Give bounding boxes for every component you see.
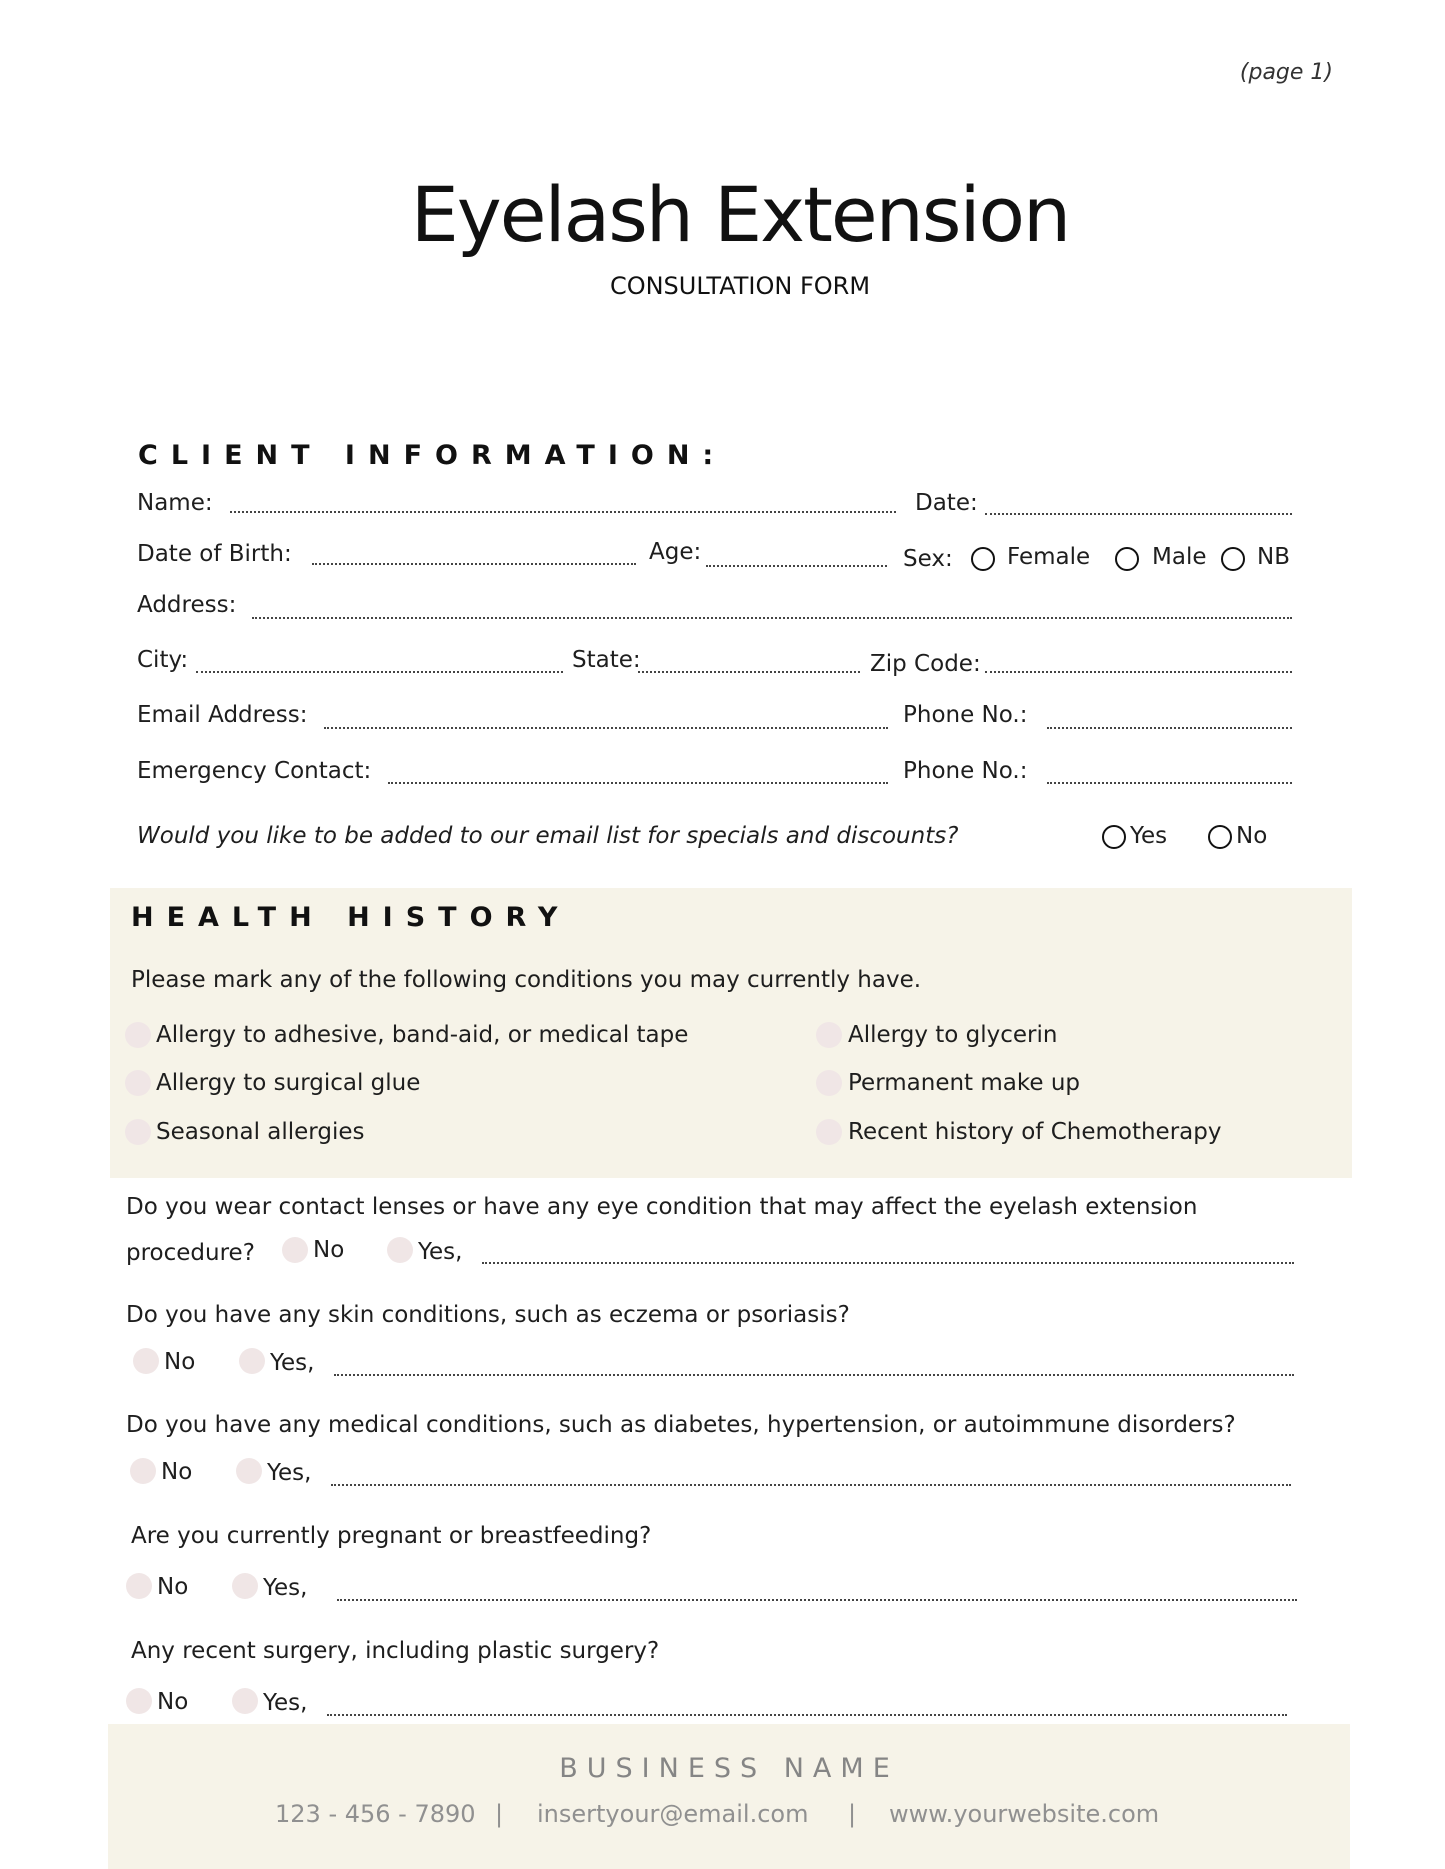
q5-yes-label: Yes, [263, 1690, 308, 1716]
q4-no-label: No [157, 1574, 189, 1600]
condition-label: Allergy to glycerin [848, 1022, 1058, 1048]
email-list-no-label: No [1236, 823, 1268, 849]
email-list-no-radio[interactable] [1208, 825, 1232, 849]
name-label: Name: [137, 490, 213, 516]
page-subtitle: CONSULTATION FORM [609, 272, 871, 300]
condition-label: Permanent make up [848, 1070, 1081, 1096]
condition-checkbox[interactable] [816, 1022, 842, 1048]
q1-no-radio[interactable] [282, 1237, 308, 1263]
date-field[interactable] [985, 513, 1292, 515]
footer-separator: | [495, 1800, 504, 1828]
address-field[interactable] [252, 617, 1292, 619]
sex-male-label: Male [1152, 544, 1207, 570]
emergency-phone-label: Phone No.: [903, 758, 1028, 784]
q4-yes-label: Yes, [263, 1575, 308, 1601]
condition-checkbox[interactable] [125, 1119, 151, 1145]
q5-details-field[interactable] [327, 1714, 1287, 1716]
question-surgery: Any recent surgery, including plastic surgery? [131, 1638, 660, 1664]
email-list-yes-radio[interactable] [1102, 825, 1126, 849]
condition-label: Allergy to adhesive, band-aid, or medical tape [156, 1022, 689, 1048]
age-label: Age: [649, 539, 702, 565]
condition-label: Recent history of Chemotherapy [848, 1119, 1222, 1145]
phone-field[interactable] [1047, 727, 1292, 729]
phone-label: Phone No.: [903, 702, 1028, 728]
question-eye-condition: Do you wear contact lenses or have any eye condition that may affect the eyelash extension [126, 1194, 1198, 1220]
state-label: State: [572, 647, 641, 673]
q2-yes-radio[interactable] [239, 1348, 265, 1374]
condition-checkbox[interactable] [125, 1070, 151, 1096]
sex-nb-radio[interactable] [1221, 547, 1245, 571]
client-info-heading: CLIENT INFORMATION: [138, 440, 727, 471]
email-list-yes-label: Yes [1130, 823, 1168, 849]
sex-label: Sex: [903, 546, 953, 572]
zip-field[interactable] [985, 671, 1292, 673]
email-list-question: Would you like to be added to our email list for specials and discounts? [137, 823, 959, 849]
age-field[interactable] [706, 565, 887, 567]
q3-yes-radio[interactable] [236, 1458, 262, 1484]
name-field[interactable] [230, 511, 896, 513]
q2-no-label: No [164, 1349, 196, 1375]
question-skin-condition: Do you have any skin conditions, such as eczema or psoriasis? [126, 1302, 850, 1328]
city-field[interactable] [196, 671, 563, 673]
dob-label: Date of Birth: [137, 541, 292, 567]
condition-checkbox[interactable] [816, 1119, 842, 1145]
health-intro: Please mark any of the following conditions you may currently have. [131, 967, 922, 993]
question-medical-condition: Do you have any medical conditions, such as diabetes, hypertension, or autoimmune disorders? [126, 1412, 1236, 1438]
condition-label: Allergy to surgical glue [156, 1070, 421, 1096]
q2-no-radio[interactable] [133, 1348, 159, 1374]
q5-yes-radio[interactable] [232, 1688, 258, 1714]
q2-yes-label: Yes, [270, 1350, 315, 1376]
sex-female-label: Female [1007, 544, 1091, 570]
footer [108, 1724, 1350, 1869]
q3-yes-label: Yes, [267, 1460, 312, 1486]
sex-male-radio[interactable] [1115, 547, 1139, 571]
emergency-phone-field[interactable] [1047, 782, 1292, 784]
footer-phone: 123 - 456 - 7890 [275, 1800, 476, 1828]
q3-details-field[interactable] [331, 1484, 1291, 1486]
page-title: Eyelash Extension [410, 170, 1070, 259]
q1-no-label: No [313, 1237, 345, 1263]
q1-yes-radio[interactable] [387, 1237, 413, 1263]
page-number: (page 1) [1239, 60, 1333, 85]
q1-details-field[interactable] [482, 1262, 1294, 1264]
q3-no-radio[interactable] [130, 1458, 156, 1484]
q4-yes-radio[interactable] [232, 1573, 258, 1599]
footer-website: www.yourwebsite.com [889, 1800, 1160, 1828]
condition-label: Seasonal allergies [156, 1119, 365, 1145]
dob-field[interactable] [312, 563, 636, 565]
question-pregnant: Are you currently pregnant or breastfeeding? [131, 1523, 652, 1549]
question-eye-condition-cont: procedure? [126, 1240, 255, 1266]
email-field[interactable] [324, 727, 888, 729]
condition-checkbox[interactable] [125, 1022, 151, 1048]
sex-nb-label: NB [1257, 544, 1290, 570]
emergency-label: Emergency Contact: [137, 758, 372, 784]
q4-details-field[interactable] [337, 1599, 1297, 1601]
footer-email: insertyour@email.com [537, 1800, 809, 1828]
email-label: Email Address: [137, 702, 308, 728]
zip-label: Zip Code: [870, 651, 981, 677]
footer-separator: | [848, 1800, 857, 1828]
business-name: BUSINESS NAME [559, 1753, 899, 1784]
health-history-heading: HEALTH HISTORY [131, 902, 571, 933]
date-label: Date: [915, 490, 978, 516]
q1-yes-label: Yes, [418, 1239, 463, 1265]
q4-no-radio[interactable] [126, 1573, 152, 1599]
q3-no-label: No [161, 1459, 193, 1485]
state-field[interactable] [638, 671, 860, 673]
sex-female-radio[interactable] [971, 547, 995, 571]
q2-details-field[interactable] [334, 1374, 1294, 1376]
city-label: City: [137, 647, 189, 673]
q5-no-radio[interactable] [126, 1688, 152, 1714]
emergency-field[interactable] [388, 782, 888, 784]
address-label: Address: [137, 592, 237, 618]
q5-no-label: No [157, 1689, 189, 1715]
condition-checkbox[interactable] [816, 1070, 842, 1096]
